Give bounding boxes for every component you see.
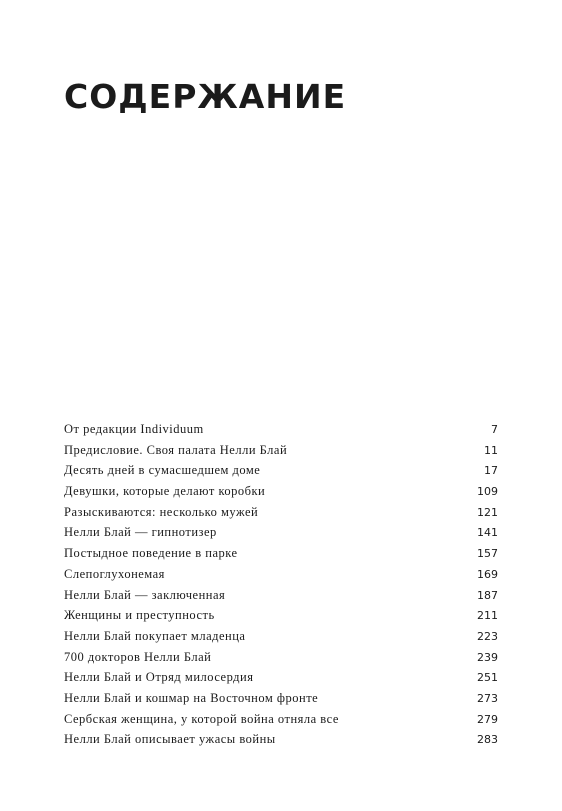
toc-entry-title: Девушки, которые делают коробки: [64, 484, 266, 499]
toc-entry[interactable]: [64, 502, 498, 523]
table-of-contents: [64, 419, 498, 750]
toc-entry-title: Нелли Блай и кошмар на Восточном фронте: [64, 690, 319, 705]
toc-entry[interactable]: [64, 709, 498, 730]
toc-entry-page: 239: [477, 650, 498, 664]
toc-entry[interactable]: [64, 605, 498, 626]
toc-entry[interactable]: [64, 688, 498, 709]
toc-entry[interactable]: [64, 481, 498, 502]
toc-entry-title: Десять дней в сумасшедшем доме: [64, 463, 261, 478]
toc-entry-title: Нелли Блай и Отряд милосердия: [64, 670, 254, 685]
toc-entry-title: Сербская женщина, у которой война отняла все: [64, 711, 339, 726]
toc-entry-page: 121: [477, 505, 498, 519]
toc-entry-title: Предисловие. Своя палата Нелли Блай: [64, 442, 288, 457]
toc-entry[interactable]: [64, 647, 498, 668]
toc-entry[interactable]: [64, 440, 498, 461]
toc-entry-page: 157: [477, 547, 498, 561]
toc-entry[interactable]: [64, 543, 498, 564]
toc-entry[interactable]: [64, 626, 498, 647]
page-title: СОДЕРЖАНИЕ: [64, 77, 347, 116]
toc-entry[interactable]: [64, 564, 498, 585]
toc-entry-page: 279: [477, 712, 498, 726]
toc-entry[interactable]: [64, 667, 498, 688]
toc-entry-title: Нелли Блай покупает младенца: [64, 628, 246, 643]
toc-entry-page: 109: [477, 485, 498, 499]
toc-entry[interactable]: [64, 419, 498, 440]
toc-entry-page: 169: [477, 567, 498, 581]
toc-entry-title: Постыдное поведение в парке: [64, 546, 238, 561]
toc-entry-title: Нелли Блай — заключенная: [64, 587, 226, 602]
toc-entry-title: Нелли Блай — гипнотизер: [64, 525, 217, 540]
toc-entry-title: Женщины и преступность: [64, 608, 215, 623]
toc-entry-page: 17: [484, 464, 498, 478]
toc-entry-page: 223: [477, 629, 498, 643]
toc-entry-title: От редакции Individuum: [64, 422, 204, 436]
toc-entry[interactable]: [64, 729, 498, 750]
toc-entry-title: Слепоглухонемая: [64, 566, 165, 581]
toc-entry-page: 7: [491, 423, 498, 436]
toc-entry-page: 211: [477, 609, 498, 623]
toc-entry[interactable]: [64, 522, 498, 543]
toc-entry-page: 283: [477, 733, 498, 747]
toc-entry-page: 251: [477, 671, 498, 685]
toc-entry-title: Разыскиваются: несколько мужей: [64, 504, 259, 519]
toc-entry-title: 700 докторов Нелли Блай: [64, 649, 212, 664]
toc-entry-page: 141: [477, 526, 498, 540]
toc-entry-page: 273: [477, 691, 498, 705]
toc-entry-title: Нелли Блай описывает ужасы войны: [64, 732, 276, 747]
toc-entry[interactable]: [64, 460, 498, 481]
toc-entry-page: 11: [484, 443, 498, 457]
toc-entry-page: 187: [477, 588, 498, 602]
toc-entry[interactable]: [64, 585, 498, 606]
